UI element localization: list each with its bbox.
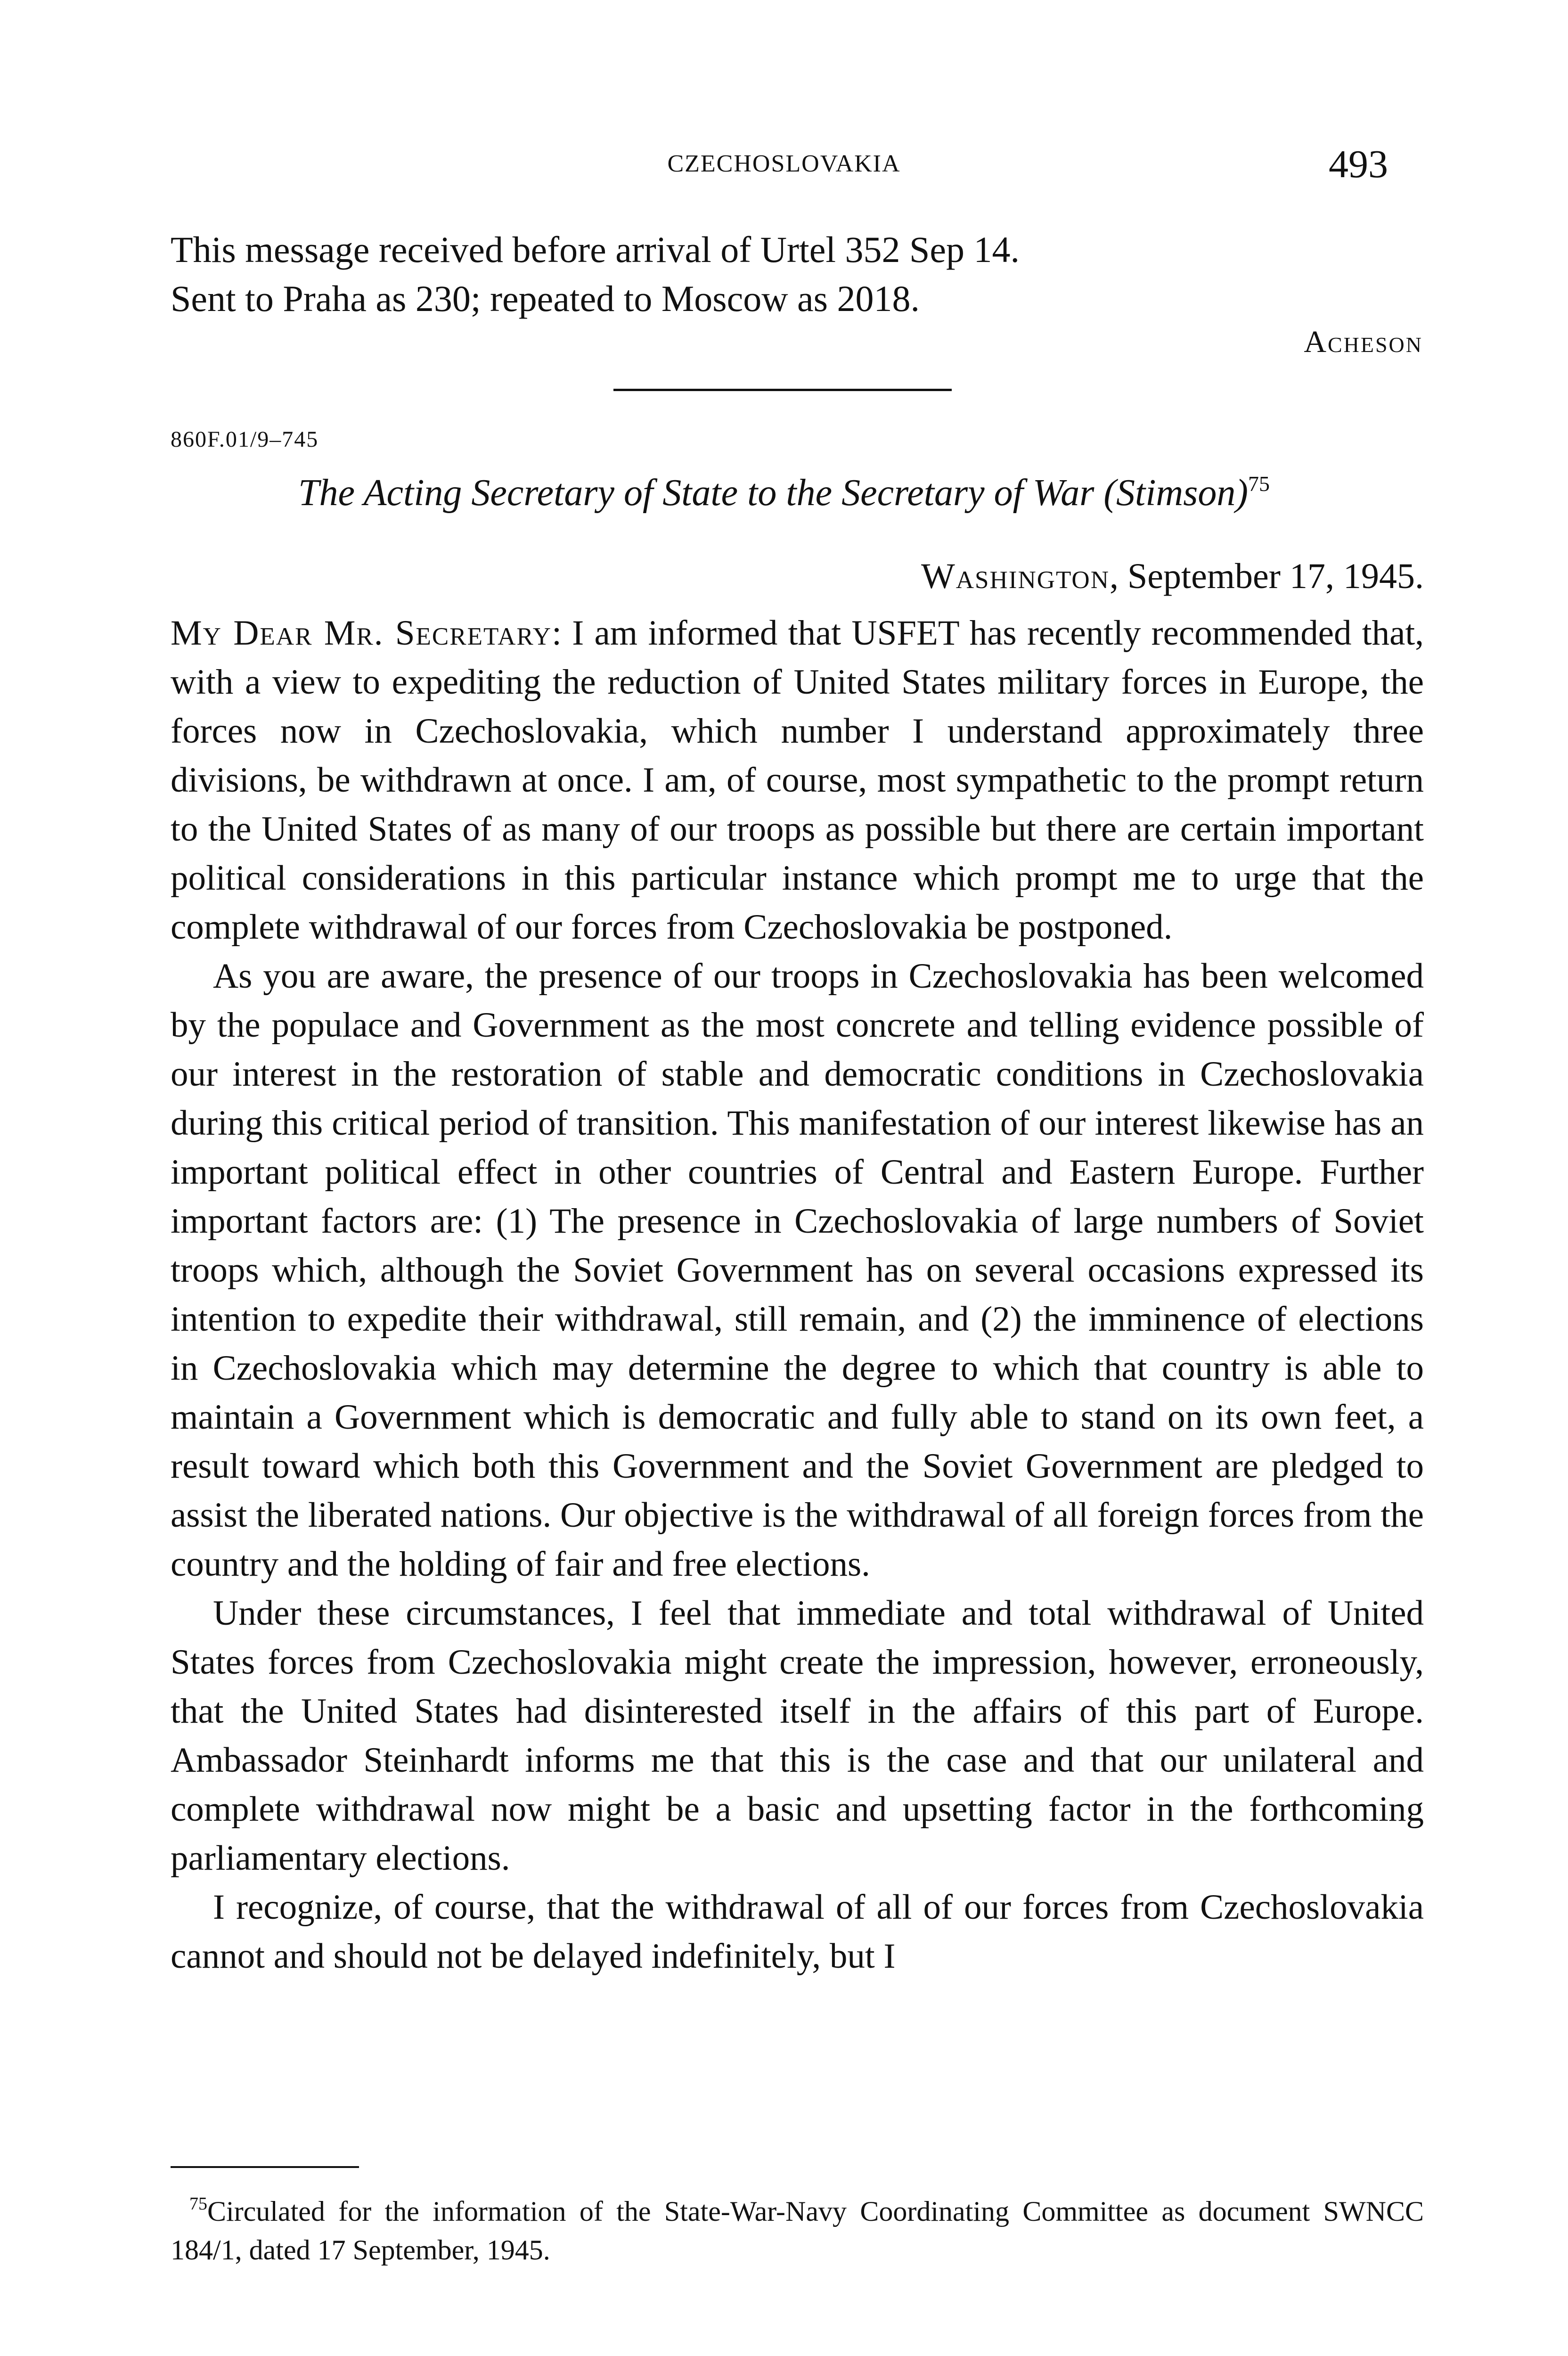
- paragraph-1-text: : I am informed that USFET has recently recommended that, with a view to expediting the reduction of United States military forces in Europe, the forces now in Czechoslovakia, which number I understand approximately three divisions, be withdrawn at once. I am, of course, most sympathetic to the prompt return to the United States of as many of our troops as possible but there are certain important political considerations in this particular instance which prompt me to urge that the complete withdrawal of our forces from Czechoslovakia be postponed.: [171, 614, 1424, 947]
- footnote-ref: 75: [1248, 472, 1270, 496]
- telegram-line-1: This message received before arrival of Urtel 352 Sep 14.: [171, 229, 1020, 270]
- paragraph-2: As you are aware, the presence of our troops in Czechoslovakia has been welcomed by the populace and Government as the most concrete and telling evidence possible of our interest in the restoration of stable and democratic conditions in Czechoslovakia during this critical period of transition. This manifestation of our interest likewise has an important political effect in other countries of Central and Eastern Europe. Further important factors are: (1) The presence in Czechoslovakia of large numbers of Soviet troops which, although the Soviet Government has on several occasions expressed its intention to expedite their withdrawal, still remain, and (2) the imminence of elections in Czechoslovakia which may determine the degree to which that country is able to maintain a Government which is democratic and fully able to stand on its own feet, a result toward which both this Government and the Soviet Government are pledged to assist the liberated nations. Our objective is the withdrawal of all foreign forces from the country and the holding of fair and free elections.: [171, 957, 1424, 1584]
- paragraph-3: Under these circumstances, I feel that immediate and total withdrawal of United States forces from Czechoslovakia might create the impression, however, erroneously, that the United States had disinterested itself in the affairs of this part of Europe. Ambassador Steinhardt informs me that this is the case and that our unilateral and complete withdrawal now might be a basic and upsetting factor in the forthcoming parliamentary elections.: [171, 1594, 1424, 1878]
- signature: Acheson: [1304, 325, 1423, 359]
- footnote: [171, 2184, 1424, 2269]
- file-number: 860F.01/9–745: [171, 427, 319, 452]
- footnote-divider: [171, 2166, 359, 2168]
- paragraph-4: I recognize, of course, that the withdrawal of all of our forces from Czechoslovakia cannot and should not be delayed indefinitely, but I: [171, 1888, 1424, 1976]
- footnote-text: Circulated for the information of the State-War-Navy Coordinating Committee as document SWNCC 184/1, dated 17 September, 1945.: [171, 2196, 1424, 2266]
- letter-body: [171, 609, 1424, 1981]
- paragraph-1: [171, 609, 1424, 952]
- footnote-marker: 75: [189, 2194, 207, 2214]
- telegram-closing: [171, 225, 1424, 323]
- dateline: [707, 556, 1424, 597]
- dateline-place: Washington: [921, 556, 1110, 596]
- section-divider: [613, 389, 952, 391]
- telegram-line-2: Sent to Praha as 230; repeated to Moscow as 2018.: [171, 278, 920, 319]
- salutation: My Dear Mr. Secretary: [171, 614, 552, 653]
- running-head-title: CZECHOSLOVAKIA: [667, 150, 901, 177]
- dateline-date: , September 17, 1945.: [1109, 556, 1424, 596]
- document-title: [0, 471, 1568, 515]
- page-number: 493: [1329, 142, 1388, 186]
- document-title-text: The Acting Secretary of State to the Secretary of War (Stimson): [298, 472, 1248, 514]
